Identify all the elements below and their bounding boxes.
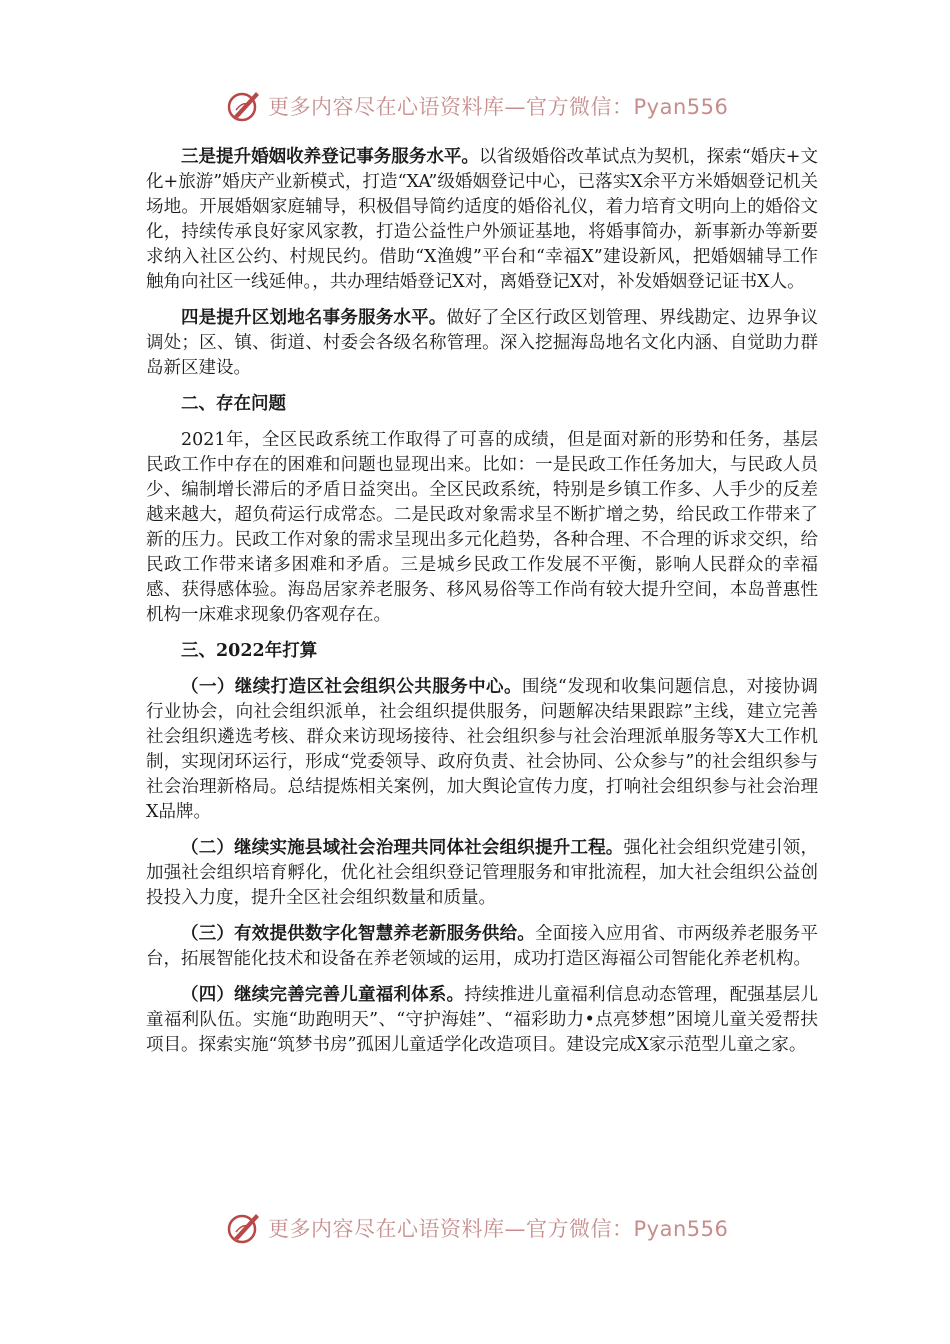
paragraph-text: 全面接入应用省、市两级养老服务平台，拓展智能化技术和设备在养老领域的运用，成功打造区海福公司智能化养老机构。 <box>146 924 818 969</box>
plan-item-1 <box>146 675 818 825</box>
paragraph-lead: （四）继续完善完善儿童福利体系。 <box>181 985 465 1005</box>
paragraph-place-names <box>146 306 818 381</box>
paragraph-text: 持续推进儿童福利信息动态管理，配强基层儿童福利队伍。实施“助跑明天”、“守护海娃”、“福彩助力•点亮梦想”困境儿童关爱帮扶项目。探索实施“筑梦书房”孤困儿童适学化改造项目。建设完成X家示范型儿童之家。 <box>146 985 819 1055</box>
paragraph-text: 以省级婚俗改革试点为契机，探索“婚庆+文化+旅游”婚庆产业新模式，打造“XA”级婚姻登记中心，已落实X余平方米婚姻登记机关场地。开展婚姻家庭辅导，积极倡导简约适度的婚俗礼仪，着力培育文明向上的婚俗文化，持续传承良好家风家教，打造公益性户外颁证基地，将婚事简办，新事新办等新要求纳入社区公约、村规民约。借助“X渔嫂”平台和“幸福X”建设新风，把婚姻辅导工作触角向社区一线延伸。，共办理结婚登记X对，离婚登记X对，补发婚姻登记证书X人。 <box>146 147 819 292</box>
plan-item-4 <box>146 983 818 1058</box>
document-body <box>146 145 818 1058</box>
plan-item-3 <box>146 922 818 972</box>
quill-pen-seal-icon <box>226 88 262 124</box>
plan-item-2 <box>146 836 818 911</box>
watermark-text: 更多内容尽在心语资料库—官方微信：Pyan556 <box>268 1217 729 1241</box>
paragraph-text: 做好了全区行政区划管理、界线勘定、边界争议调处；区、镇、街道、村委会各级名称管理。深入挖掘海岛地名文化内涵、自觉助力群岛新区建设。 <box>146 308 818 378</box>
footer-watermark-banner <box>226 1206 729 1250</box>
paragraph-lead: （二）继续实施县域社会治理共同体社会组织提升工程。 <box>181 838 624 858</box>
paragraph-text: 围绕“发现和收集问题信息，对接协调行业协会，向社会组织派单，社会组织提供服务，问题解决结果跟踪”主线，建立完善社会组织遴选考核、群众来访现场接待、社会组织参与社会治理派单服务等X大工作机制，实现闭环运行，形成“党委领导、政府负责、社会协同、公众参与”的社会组织参与社会治理新格局。总结提炼相关案例，加大舆论宣传力度，打响社会组织参与社会治理X品牌。 <box>146 677 819 822</box>
paragraph-text: 强化社会组织党建引领，加强社会组织培育孵化，优化社会组织登记管理服务和审批流程，加大社会组织公益创投投入力度，提升全区社会组织数量和质量。 <box>146 838 818 908</box>
paragraph-problems: 2021年，全区民政系统工作取得了可喜的成绩，但是面对新的形势和任务，基层民政工作中存在的困难和问题也显现出来。比如：一是民政工作任务加大，与民政人员少、编制增长滞后的矛盾日益突出。全区民政系统，特别是乡镇工作多、人手少的反差越来越大，超负荷运行成常态。二是民政对象需求呈不断扩增之势，给民政工作带来了新的压力。民政工作对象的需求呈现出多元化趋势，各种合理、不合理的诉求交织，给民政工作带来诸多困难和矛盾。三是城乡民政工作发展不平衡，影响人民群众的幸福感、获得感体验。海岛居家养老服务、移风易俗等工作尚有较大提升空间，本岛普惠性机构一床难求现象仍客观存在。 <box>146 430 818 625</box>
paragraph-marriage-registration <box>146 145 818 295</box>
watermark-text: 更多内容尽在心语资料库—官方微信：Pyan556 <box>268 95 729 119</box>
paragraph-lead: 四是提升区划地名事务服务水平。 <box>181 308 447 328</box>
quill-pen-seal-icon <box>226 1210 262 1246</box>
paragraph-lead: 三是提升婚姻收养登记事务服务水平。 <box>181 147 479 167</box>
header-watermark-banner <box>226 84 729 128</box>
paragraph-lead: （一）继续打造区社会组织公共服务中心。 <box>181 677 522 697</box>
section-heading-problems: 二、存在问题 <box>181 394 286 414</box>
section-heading-plan: 三、2022年打算 <box>181 641 318 661</box>
paragraph-lead: （三）有效提供数字化智慧养老新服务供给。 <box>181 924 535 944</box>
